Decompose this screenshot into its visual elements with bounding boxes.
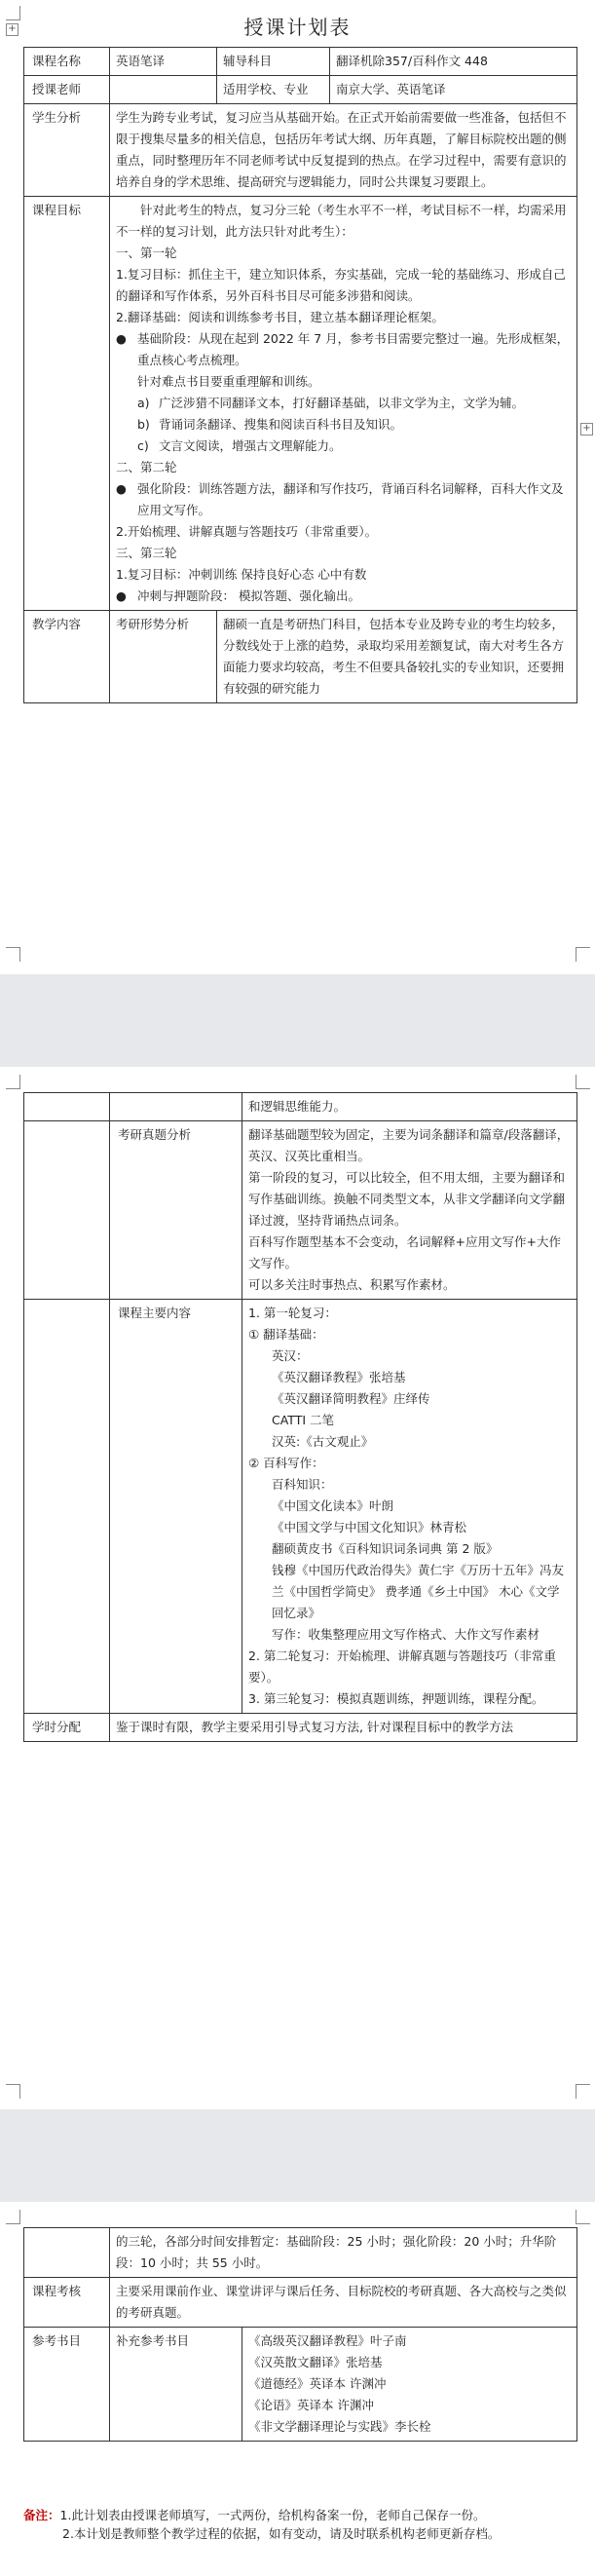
note-2: 2.本计划是教师整个教学过程的依据，如有变动，请及时联系机构老师更新存档。 <box>62 2526 501 2541</box>
notes <box>23 2506 576 2543</box>
schedule-text[interactable]: 鉴于课时有限，教学主要采用引导式复习方法, 针对课程目标中的教学方法 <box>110 1714 577 1742</box>
course-value[interactable]: 英语笔译 <box>110 48 217 76</box>
goals-label: 课程目标 <box>24 197 110 611</box>
list-item <box>116 393 571 414</box>
content-label-cont <box>24 1121 110 1300</box>
round-3-goal: 1.复习目标：冲刺训练 保持良好心态 心中有数 <box>116 567 367 582</box>
table-row <box>24 1300 577 1714</box>
main-round-3: 3. 第三轮复习：模拟真题训练，押题训练，课程分配。 <box>248 1691 544 1706</box>
round-3-sprint: 冲刺与押题阶段： 模拟答题、强化输出。 <box>137 588 360 603</box>
crop-mark <box>576 947 590 962</box>
table-row <box>24 76 577 104</box>
main-translation-basics: ① 翻译基础： <box>248 1327 324 1342</box>
notes-label: 备注： <box>23 2508 60 2522</box>
teacher-value[interactable] <box>110 76 217 104</box>
book-item: 《非文学翻译理论与实践》李长栓 <box>248 2419 431 2434</box>
content-label: 教学内容 <box>24 611 110 703</box>
crop-mark <box>576 2210 590 2224</box>
goals-cell[interactable] <box>110 197 577 611</box>
trend-text[interactable]: 翻硕一直是考研热门科目，包括本专业及跨专业的考生均较多，分数线处于上涨的趋势，录取均采用差额复试，南大对考生各方面能力要求均较高，考生不但要具备较扎实的专业知识，还要拥有较强的研究能力 <box>217 611 577 703</box>
teacher-label: 授课老师 <box>24 76 110 104</box>
book-item: 《英汉翻译教程》张培基 <box>272 1370 406 1384</box>
page-1 <box>0 0 595 974</box>
plan-table-part-3 <box>23 2227 577 2442</box>
list-item <box>116 436 571 457</box>
crop-mark <box>6 2210 20 2224</box>
plan-table-part-2 <box>23 1092 577 1742</box>
round-1-item-a: 广泛涉猎不同翻译文本，打好翻译基础，以非文学为主，文学为辅。 <box>159 396 525 410</box>
trend-label-cont <box>110 1093 242 1121</box>
subject-value[interactable]: 翻译机除357/百科作文 448 <box>330 48 577 76</box>
goals-intro: 针对此考生的特点，复习分三轮（考生水平不一样，考试目标不一样，均需采用不一样的复习计划，此方法只针对此考生）： <box>116 203 567 239</box>
list-item <box>116 414 571 436</box>
page-3 <box>0 2202 595 2576</box>
plan-table-part-1 <box>23 47 577 703</box>
list-item <box>116 586 571 607</box>
assessment-label: 课程考核 <box>24 2278 110 2328</box>
school-label: 适用学校、专业 <box>217 76 330 104</box>
school-value[interactable]: 南京大学、英语笔译 <box>330 76 577 104</box>
book-item: CATTI 二笔 <box>272 1413 335 1427</box>
exam-p4: 可以多关注时事热点、积累写作素材。 <box>248 1277 456 1292</box>
book-item: 《道德经》英译本 许渊冲 <box>248 2376 387 2391</box>
book-item: 《汉英散文翻译》张培基 <box>248 2355 383 2369</box>
round-1-title: 一、第一轮 <box>116 246 177 260</box>
document-title: 授课计划表 <box>243 16 352 39</box>
main-label: 课程主要内容 <box>110 1300 242 1714</box>
exam-p3: 百科写作题型基本不会变动，名词解释+应用文写作+大作文写作。 <box>248 1234 561 1270</box>
list-item <box>116 478 571 521</box>
bullet-icon: ● <box>116 481 127 496</box>
content-label-cont <box>24 1300 110 1714</box>
analysis-label: 学生分析 <box>24 104 110 197</box>
table-row <box>24 1121 577 1300</box>
writing-note: 写作：收集整理应用文写作格式、大作文写作素材 <box>272 1627 540 1642</box>
list-marker-b: b) <box>137 417 150 432</box>
course-label: 课程名称 <box>24 48 110 76</box>
book-item: 《英汉翻译简明教程》庄绎传 <box>272 1391 430 1406</box>
round-2-title: 二、第二轮 <box>116 460 177 474</box>
crop-mark <box>576 1075 590 1089</box>
exam-p1: 翻译基础题型较为固定，主要为词条翻译和篇章/段落翻译，英汉、汉英比重相当。 <box>248 1127 570 1163</box>
table-row <box>24 2278 577 2328</box>
main-cell[interactable] <box>242 1300 577 1714</box>
round-3-title: 三、第三轮 <box>116 546 177 560</box>
page-gap <box>0 974 595 1067</box>
crop-mark <box>6 1075 20 1089</box>
references-sub-label: 补充参考书目 <box>110 2328 242 2442</box>
assessment-text[interactable]: 主要采用课前作业、课堂讲评与课后任务、目标院校的考研真题、各大高校与之类似的考研真题。 <box>110 2278 577 2328</box>
table-row <box>24 48 577 76</box>
table-row <box>24 611 577 703</box>
book-item: 汉英:《古文观止》 <box>272 1434 374 1449</box>
table-add-icon[interactable]: + <box>580 423 593 436</box>
schedule-label: 学时分配 <box>24 1714 110 1742</box>
table-row <box>24 1714 577 1742</box>
schedule-text-cont[interactable]: 的三轮，各部分时间安排暂定：基础阶段：25 小时；强化阶段：20 小时；升华阶段：10 小时；共 55 小时。 <box>110 2228 577 2278</box>
book-item: 钱穆《中国历代政治得失》黄仁宇《万历十五年》冯友兰《中国哲学简史》 费孝通《乡土中国》 木心《文学回忆录》 <box>272 1563 565 1620</box>
list-marker-a: a) <box>137 396 150 410</box>
book-item: 翻硕黄皮书《百科知识词条词典 第 2 版》 <box>272 1541 499 1556</box>
round-2-item-2: 2.开始梳理、讲解真题与答题技巧（非常重要）。 <box>116 524 378 539</box>
book-item: 《论语》英译本 许渊冲 <box>248 2398 374 2412</box>
references-label: 参考书目 <box>24 2328 110 2442</box>
exam-p2: 第一阶段的复习，可以比较全，但不用太细，主要为翻译和写作基础训练。换触不同类型文本，从非文学翻译向文学翻译过渡，坚持背诵热点词条。 <box>248 1170 566 1228</box>
round-1-translation: 2.翻译基础：阅读和训练参考书目，建立基本翻译理论框架。 <box>116 310 444 324</box>
bullet-icon: ● <box>116 588 127 603</box>
exam-cell[interactable] <box>242 1121 577 1300</box>
exam-label: 考研真题分析 <box>110 1121 242 1300</box>
round-1-item-c: 文言文阅读，增强古文理解能力。 <box>159 438 342 453</box>
table-row <box>24 197 577 611</box>
page-gap <box>0 2109 595 2202</box>
crop-mark <box>576 2084 590 2099</box>
table-row <box>24 2328 577 2442</box>
main-encyclopedia: ② 百科写作： <box>248 1456 324 1470</box>
table-row <box>24 104 577 197</box>
analysis-text[interactable]: 学生为跨专业考试，复习应当从基础开始。在正式开始前需要做一些准备，包括但不限于搜集尽量多的相关信息，包括历年考试大纲、历年真题，了解目标院校出题的侧重点，同时整理历年不同老师考试中反复提到的热点。在学习过程中，需要有意识的培养自身的学术思维、提高研究与逻辑能力，同时公共课复习要跟上。 <box>110 104 577 197</box>
book-item: 《中国文学与中国文化知识》林青松 <box>272 1520 467 1534</box>
table-move-handle-icon[interactable]: + <box>6 23 19 36</box>
trend-label: 考研形势分析 <box>110 611 217 703</box>
crop-mark <box>6 947 20 962</box>
references-cell[interactable] <box>242 2328 577 2442</box>
round-1-basic: 基础阶段：从现在起到 2022 年 7 月，参考书目需要完整过一遍。先形成框架，重点核心考点梳理。 <box>137 331 570 367</box>
round-1-basic-note: 针对难点书目要重重理解和训练。 <box>137 374 320 389</box>
content-label-cont <box>24 1093 110 1121</box>
subject-label: 辅导科目 <box>217 48 330 76</box>
round-2-strengthen: 强化阶段：训练答题方法，翻译和写作技巧，背诵百科名词解释，百科大作文及应用文写作。 <box>137 481 564 517</box>
book-item: 《中国文化读本》叶朗 <box>272 1498 394 1513</box>
main-round-2: 2. 第二轮复习：开始梳理、讲解真题与答题技巧（非常重要）。 <box>248 1648 556 1685</box>
book-item: 《高级英汉翻译教程》叶子南 <box>248 2333 407 2348</box>
schedule-label-cont <box>24 2228 110 2278</box>
crop-mark <box>6 2084 20 2099</box>
round-1-goal: 1.复习目标：抓住主干，建立知识体系，夯实基础，完成一轮的基础练习、形成自己的翻译和写作体系，另外百科书目尽可能多涉猎和阅读。 <box>116 267 566 303</box>
round-1-item-b: 背诵词条翻译、搜集和阅读百科书目及知识。 <box>159 417 403 432</box>
table-row <box>24 1093 577 1121</box>
main-round-1: 1. 第一轮复习： <box>248 1306 337 1320</box>
trend-text-cont[interactable]: 和逻辑思维能力。 <box>242 1093 577 1121</box>
table-row <box>24 2228 577 2278</box>
main-en-zh-heading: 英汉： <box>272 1348 309 1363</box>
note-1: 1.此计划表由授课老师填写，一式两份，给机构备案一份，老师自己保存一份。 <box>59 2508 486 2522</box>
page-2 <box>0 1067 595 2109</box>
list-marker-c: c) <box>137 438 149 453</box>
list-item <box>116 328 571 371</box>
main-encyclopedia-heading: 百科知识： <box>272 1477 333 1492</box>
bullet-icon: ● <box>116 331 127 346</box>
